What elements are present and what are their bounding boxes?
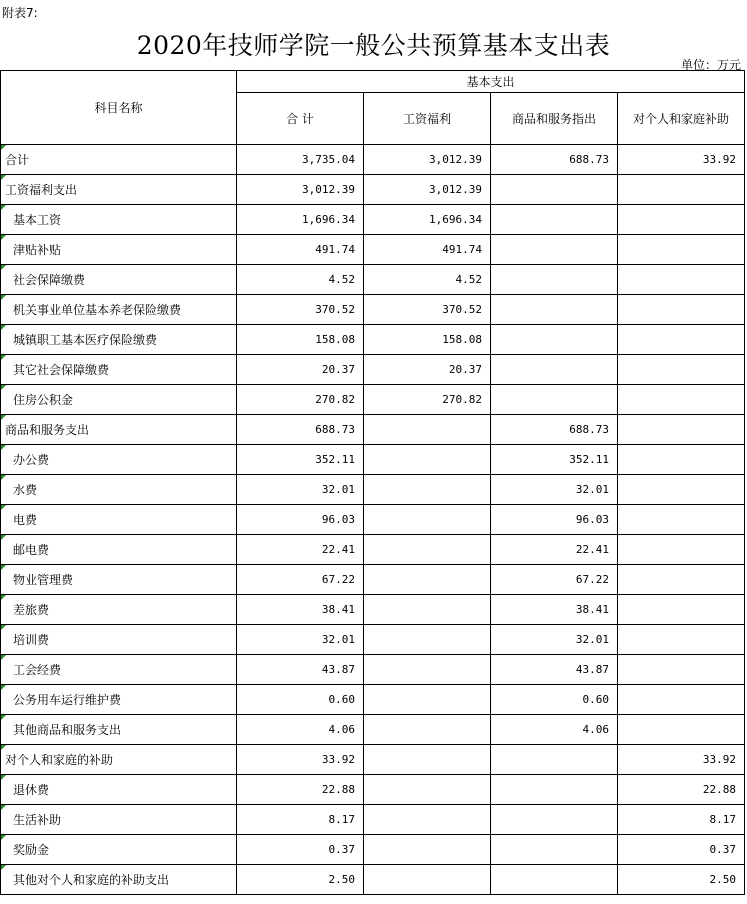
table-row xyxy=(1,625,745,655)
row-total-cell: 0.60 xyxy=(237,685,364,715)
row-goods-cell xyxy=(491,835,618,865)
row-subject-cell xyxy=(1,265,237,295)
cell-marker-icon xyxy=(1,835,6,840)
cell-marker-icon xyxy=(1,175,6,180)
row-subject-cell xyxy=(1,385,237,415)
row-family-cell xyxy=(618,475,745,505)
unit-label: 单位：万元 xyxy=(680,58,741,72)
table-row xyxy=(1,835,745,865)
row-wage-cell xyxy=(364,475,491,505)
row-subject-label: 公务用车运行维护费 xyxy=(13,693,122,707)
row-total-cell: 1,696.34 xyxy=(237,205,364,235)
row-family-cell: 8.17 xyxy=(618,805,745,835)
row-subject-cell xyxy=(1,355,237,385)
row-subject-cell xyxy=(1,145,237,175)
header-group: 基本支出 xyxy=(237,71,745,93)
row-wage-cell xyxy=(364,445,491,475)
row-goods-cell: 32.01 xyxy=(491,625,618,655)
row-subject-cell xyxy=(1,595,237,625)
table-row xyxy=(1,535,745,565)
row-goods-cell xyxy=(491,235,618,265)
budget-table xyxy=(0,70,745,895)
row-goods-cell: 352.11 xyxy=(491,445,618,475)
table-row xyxy=(1,145,745,175)
row-family-cell xyxy=(618,535,745,565)
row-goods-cell: 38.41 xyxy=(491,595,618,625)
row-family-cell xyxy=(618,655,745,685)
row-subject-cell xyxy=(1,445,237,475)
row-total-cell: 32.01 xyxy=(237,475,364,505)
row-family-cell xyxy=(618,505,745,535)
row-subject-label: 工资福利支出 xyxy=(5,183,78,197)
table-row xyxy=(1,505,745,535)
row-family-cell: 0.37 xyxy=(618,835,745,865)
table-row xyxy=(1,295,745,325)
row-goods-cell: 0.60 xyxy=(491,685,618,715)
row-subject-label: 商品和服务支出 xyxy=(5,423,90,437)
row-subject-cell xyxy=(1,175,237,205)
cell-marker-icon xyxy=(1,565,6,570)
row-wage-cell xyxy=(364,535,491,565)
row-subject-label: 机关事业单位基本养老保险缴费 xyxy=(13,303,182,317)
cell-marker-icon xyxy=(1,265,6,270)
row-total-cell: 0.37 xyxy=(237,835,364,865)
row-family-cell: 33.92 xyxy=(618,145,745,175)
row-goods-cell xyxy=(491,745,618,775)
row-wage-cell xyxy=(364,505,491,535)
row-goods-cell: 67.22 xyxy=(491,565,618,595)
row-goods-cell xyxy=(491,205,618,235)
row-wage-cell xyxy=(364,715,491,745)
table-row xyxy=(1,265,745,295)
cell-marker-icon xyxy=(1,205,6,210)
cell-marker-icon xyxy=(1,655,6,660)
row-total-cell: 3,012.39 xyxy=(237,175,364,205)
table-row xyxy=(1,415,745,445)
row-subject-label: 奖励金 xyxy=(13,843,50,857)
table-row xyxy=(1,865,745,895)
table-row xyxy=(1,565,745,595)
row-total-cell: 96.03 xyxy=(237,505,364,535)
row-subject-cell xyxy=(1,715,237,745)
row-subject-cell xyxy=(1,325,237,355)
row-family-cell xyxy=(618,325,745,355)
row-wage-cell xyxy=(364,625,491,655)
row-family-cell xyxy=(618,265,745,295)
row-subject-label: 住房公积金 xyxy=(13,393,74,407)
header-goods: 商品和服务指出 xyxy=(491,93,618,145)
row-subject-label: 其他对个人和家庭的补助支出 xyxy=(13,873,170,887)
row-family-cell xyxy=(618,565,745,595)
row-total-cell: 4.52 xyxy=(237,265,364,295)
row-wage-cell: 4.52 xyxy=(364,265,491,295)
table-row xyxy=(1,475,745,505)
row-total-cell: 688.73 xyxy=(237,415,364,445)
row-subject-label: 对个人和家庭的补助 xyxy=(5,753,114,767)
row-total-cell: 370.52 xyxy=(237,295,364,325)
cell-marker-icon xyxy=(1,445,6,450)
row-subject-label: 退休费 xyxy=(13,783,50,797)
cell-marker-icon xyxy=(1,715,6,720)
row-goods-cell: 4.06 xyxy=(491,715,618,745)
cell-marker-icon xyxy=(1,865,6,870)
cell-marker-icon xyxy=(1,415,6,420)
row-goods-cell: 96.03 xyxy=(491,505,618,535)
row-subject-cell xyxy=(1,805,237,835)
table-body xyxy=(1,145,745,895)
row-family-cell xyxy=(618,385,745,415)
row-family-cell: 22.88 xyxy=(618,775,745,805)
row-goods-cell xyxy=(491,775,618,805)
cell-marker-icon xyxy=(1,385,6,390)
row-subject-label: 工会经费 xyxy=(13,663,62,677)
row-subject-cell xyxy=(1,745,237,775)
row-wage-cell xyxy=(364,595,491,625)
row-goods-cell xyxy=(491,295,618,325)
cell-marker-icon xyxy=(1,295,6,300)
row-total-cell: 38.41 xyxy=(237,595,364,625)
row-family-cell xyxy=(618,355,745,385)
row-family-cell xyxy=(618,295,745,325)
row-subject-label: 差旅费 xyxy=(13,603,50,617)
row-wage-cell: 370.52 xyxy=(364,295,491,325)
row-subject-cell xyxy=(1,775,237,805)
row-wage-cell: 491.74 xyxy=(364,235,491,265)
table-row xyxy=(1,595,745,625)
table-row xyxy=(1,745,745,775)
row-total-cell: 8.17 xyxy=(237,805,364,835)
row-goods-cell: 43.87 xyxy=(491,655,618,685)
row-subject-label: 社会保障缴费 xyxy=(13,273,86,287)
row-subject-cell xyxy=(1,505,237,535)
row-subject-label: 水费 xyxy=(13,483,38,497)
row-family-cell xyxy=(618,235,745,265)
table-row xyxy=(1,775,745,805)
row-wage-cell: 270.82 xyxy=(364,385,491,415)
row-goods-cell xyxy=(491,265,618,295)
row-subject-label: 基本工资 xyxy=(13,213,62,227)
header-family: 对个人和家庭补助 xyxy=(618,93,745,145)
cell-marker-icon xyxy=(1,685,6,690)
row-goods-cell xyxy=(491,385,618,415)
row-goods-cell xyxy=(491,175,618,205)
row-total-cell: 3,735.04 xyxy=(237,145,364,175)
row-subject-label: 生活补助 xyxy=(13,813,62,827)
cell-marker-icon xyxy=(1,595,6,600)
table-row xyxy=(1,205,745,235)
row-family-cell xyxy=(618,595,745,625)
row-subject-cell xyxy=(1,565,237,595)
row-total-cell: 270.82 xyxy=(237,385,364,415)
row-wage-cell: 3,012.39 xyxy=(364,175,491,205)
row-goods-cell: 688.73 xyxy=(491,415,618,445)
row-subject-cell xyxy=(1,205,237,235)
row-family-cell: 33.92 xyxy=(618,745,745,775)
cell-marker-icon xyxy=(1,775,6,780)
row-family-cell xyxy=(618,205,745,235)
row-subject-cell xyxy=(1,655,237,685)
row-subject-label: 物业管理费 xyxy=(13,573,74,587)
table-row xyxy=(1,655,745,685)
row-subject-label: 电费 xyxy=(13,513,38,527)
row-total-cell: 20.37 xyxy=(237,355,364,385)
row-total-cell: 491.74 xyxy=(237,235,364,265)
row-wage-cell: 3,012.39 xyxy=(364,145,491,175)
row-total-cell: 2.50 xyxy=(237,865,364,895)
table-row xyxy=(1,325,745,355)
table-row xyxy=(1,715,745,745)
row-subject-label: 津贴补贴 xyxy=(13,243,62,257)
cell-marker-icon xyxy=(1,235,6,240)
header-total: 合 计 xyxy=(237,93,364,145)
row-goods-cell xyxy=(491,805,618,835)
header-subject: 科目名称 xyxy=(1,71,237,145)
row-wage-cell xyxy=(364,775,491,805)
row-goods-cell: 32.01 xyxy=(491,475,618,505)
row-subject-label: 办公费 xyxy=(13,453,50,467)
row-subject-label: 其它社会保障缴费 xyxy=(13,363,110,377)
row-wage-cell: 20.37 xyxy=(364,355,491,385)
cell-marker-icon xyxy=(1,505,6,510)
cell-marker-icon xyxy=(1,475,6,480)
row-total-cell: 4.06 xyxy=(237,715,364,745)
row-subject-cell xyxy=(1,475,237,505)
row-family-cell xyxy=(618,415,745,445)
row-goods-cell xyxy=(491,865,618,895)
row-wage-cell xyxy=(364,835,491,865)
row-subject-cell xyxy=(1,295,237,325)
row-wage-cell: 1,696.34 xyxy=(364,205,491,235)
row-total-cell: 158.08 xyxy=(237,325,364,355)
cell-marker-icon xyxy=(1,745,6,750)
table-row xyxy=(1,385,745,415)
row-goods-cell xyxy=(491,325,618,355)
row-total-cell: 33.92 xyxy=(237,745,364,775)
row-wage-cell xyxy=(364,565,491,595)
table-row xyxy=(1,685,745,715)
row-wage-cell xyxy=(364,415,491,445)
row-total-cell: 22.88 xyxy=(237,775,364,805)
row-wage-cell xyxy=(364,805,491,835)
cell-marker-icon xyxy=(1,145,6,150)
row-subject-cell xyxy=(1,535,237,565)
table-row xyxy=(1,445,745,475)
row-wage-cell xyxy=(364,685,491,715)
cell-marker-icon xyxy=(1,805,6,810)
table-row xyxy=(1,805,745,835)
header-wage: 工资福利 xyxy=(364,93,491,145)
row-wage-cell xyxy=(364,865,491,895)
attachment-label: 附表7: xyxy=(2,6,38,20)
row-family-cell: 2.50 xyxy=(618,865,745,895)
row-family-cell xyxy=(618,175,745,205)
row-subject-cell xyxy=(1,685,237,715)
row-wage-cell xyxy=(364,745,491,775)
row-goods-cell xyxy=(491,355,618,385)
row-family-cell xyxy=(618,715,745,745)
row-subject-cell xyxy=(1,625,237,655)
row-total-cell: 43.87 xyxy=(237,655,364,685)
row-goods-cell: 22.41 xyxy=(491,535,618,565)
row-subject-cell xyxy=(1,235,237,265)
row-subject-cell xyxy=(1,865,237,895)
row-subject-label: 其他商品和服务支出 xyxy=(13,723,122,737)
cell-marker-icon xyxy=(1,355,6,360)
row-subject-cell xyxy=(1,835,237,865)
row-subject-cell xyxy=(1,415,237,445)
row-total-cell: 352.11 xyxy=(237,445,364,475)
row-family-cell xyxy=(618,685,745,715)
row-wage-cell xyxy=(364,655,491,685)
row-total-cell: 32.01 xyxy=(237,625,364,655)
row-subject-label: 城镇职工基本医疗保险缴费 xyxy=(13,333,158,347)
table-row xyxy=(1,355,745,385)
table-row xyxy=(1,175,745,205)
row-subject-label: 邮电费 xyxy=(13,543,50,557)
table-row xyxy=(1,235,745,265)
cell-marker-icon xyxy=(1,625,6,630)
row-subject-label: 合计 xyxy=(5,153,30,167)
row-family-cell xyxy=(618,445,745,475)
page-title: 2020年技师学院一般公共预算基本支出表 xyxy=(136,31,611,60)
row-goods-cell: 688.73 xyxy=(491,145,618,175)
cell-marker-icon xyxy=(1,325,6,330)
row-family-cell xyxy=(618,625,745,655)
row-wage-cell: 158.08 xyxy=(364,325,491,355)
row-subject-label: 培训费 xyxy=(13,633,50,647)
row-total-cell: 67.22 xyxy=(237,565,364,595)
cell-marker-icon xyxy=(1,535,6,540)
row-total-cell: 22.41 xyxy=(237,535,364,565)
